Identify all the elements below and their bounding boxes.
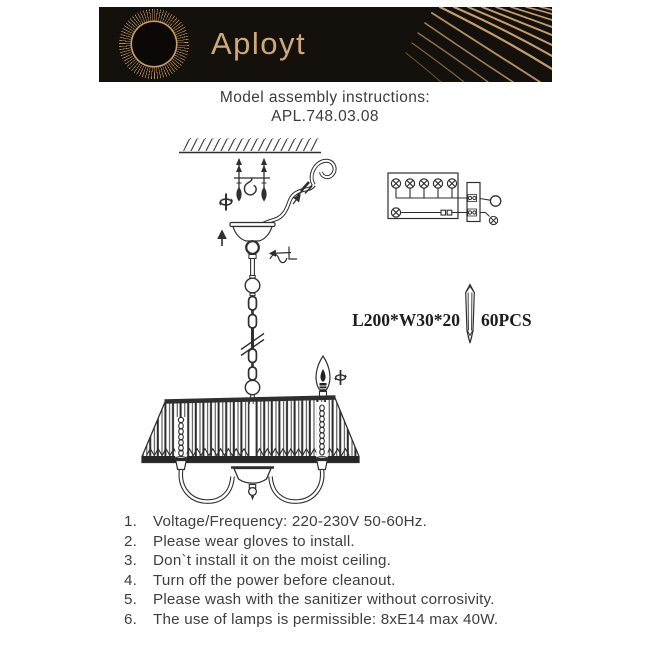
- title-block: [0, 88, 650, 126]
- rotate-symbol-icon: [219, 194, 233, 211]
- finial: [251, 496, 254, 501]
- instruction-item: [124, 532, 498, 552]
- crystal-size-label: L200*W30*20: [352, 310, 460, 330]
- right-arm: [271, 470, 323, 502]
- power-wire: [263, 161, 335, 224]
- item-number: 2.: [124, 532, 138, 550]
- item-number: 3.: [124, 552, 138, 570]
- mounting-screws: [234, 158, 270, 202]
- crystal-qty-label: 60PCS: [481, 310, 532, 330]
- item-number: 6.: [124, 610, 138, 628]
- item-number: 4.: [124, 571, 138, 589]
- center-body: [231, 468, 274, 501]
- item-number: 1.: [124, 513, 138, 530]
- instruction-item: [124, 512, 498, 532]
- ceiling-hook-icon: [244, 178, 256, 195]
- candle-bulb: [316, 356, 330, 402]
- brand-name: Aployt: [211, 26, 307, 61]
- wiring-diagram: [388, 173, 501, 225]
- item-text: Don`t install it on the moist ceiling.: [153, 552, 392, 570]
- item-text: Turn off the power before cleanout.: [153, 571, 396, 589]
- assembly-diagram: [100, 125, 550, 520]
- brand-banner: [99, 7, 552, 82]
- instruction-item: [124, 571, 498, 591]
- decorative-rays-icon: [357, 7, 552, 82]
- canopy: [230, 223, 275, 259]
- bulb-rotate-symbol-icon: [334, 370, 347, 385]
- canopy-ring: [246, 241, 259, 254]
- page-title: Model assembly instructions:: [219, 89, 431, 106]
- instruction-item: [124, 551, 498, 571]
- hanging-chain: [241, 259, 264, 404]
- brand-logo-starburst-icon: [119, 9, 189, 79]
- item-text: The use of lamps is permissible: 8xE14 max 40W.: [153, 610, 499, 628]
- item-text: Please wear gloves to install.: [153, 532, 355, 550]
- ceiling-hatch: [179, 138, 323, 153]
- junction-circle: [490, 196, 500, 206]
- left-socket: [175, 417, 186, 470]
- crystal-pendant: [466, 285, 475, 344]
- instruction-item: [124, 590, 498, 610]
- left-arm: [181, 470, 233, 502]
- instruction-item: [124, 610, 498, 630]
- item-number: 5.: [124, 591, 138, 609]
- instruction-list: [124, 512, 498, 630]
- item-text: Please wash with the sanitizer without corrosivity.: [153, 591, 495, 609]
- item-text: Voltage/Frequency: 220-230V 50-60Hz.: [153, 513, 427, 530]
- safety-wire: [270, 247, 297, 263]
- model-number: APL.748.03.08: [271, 108, 379, 125]
